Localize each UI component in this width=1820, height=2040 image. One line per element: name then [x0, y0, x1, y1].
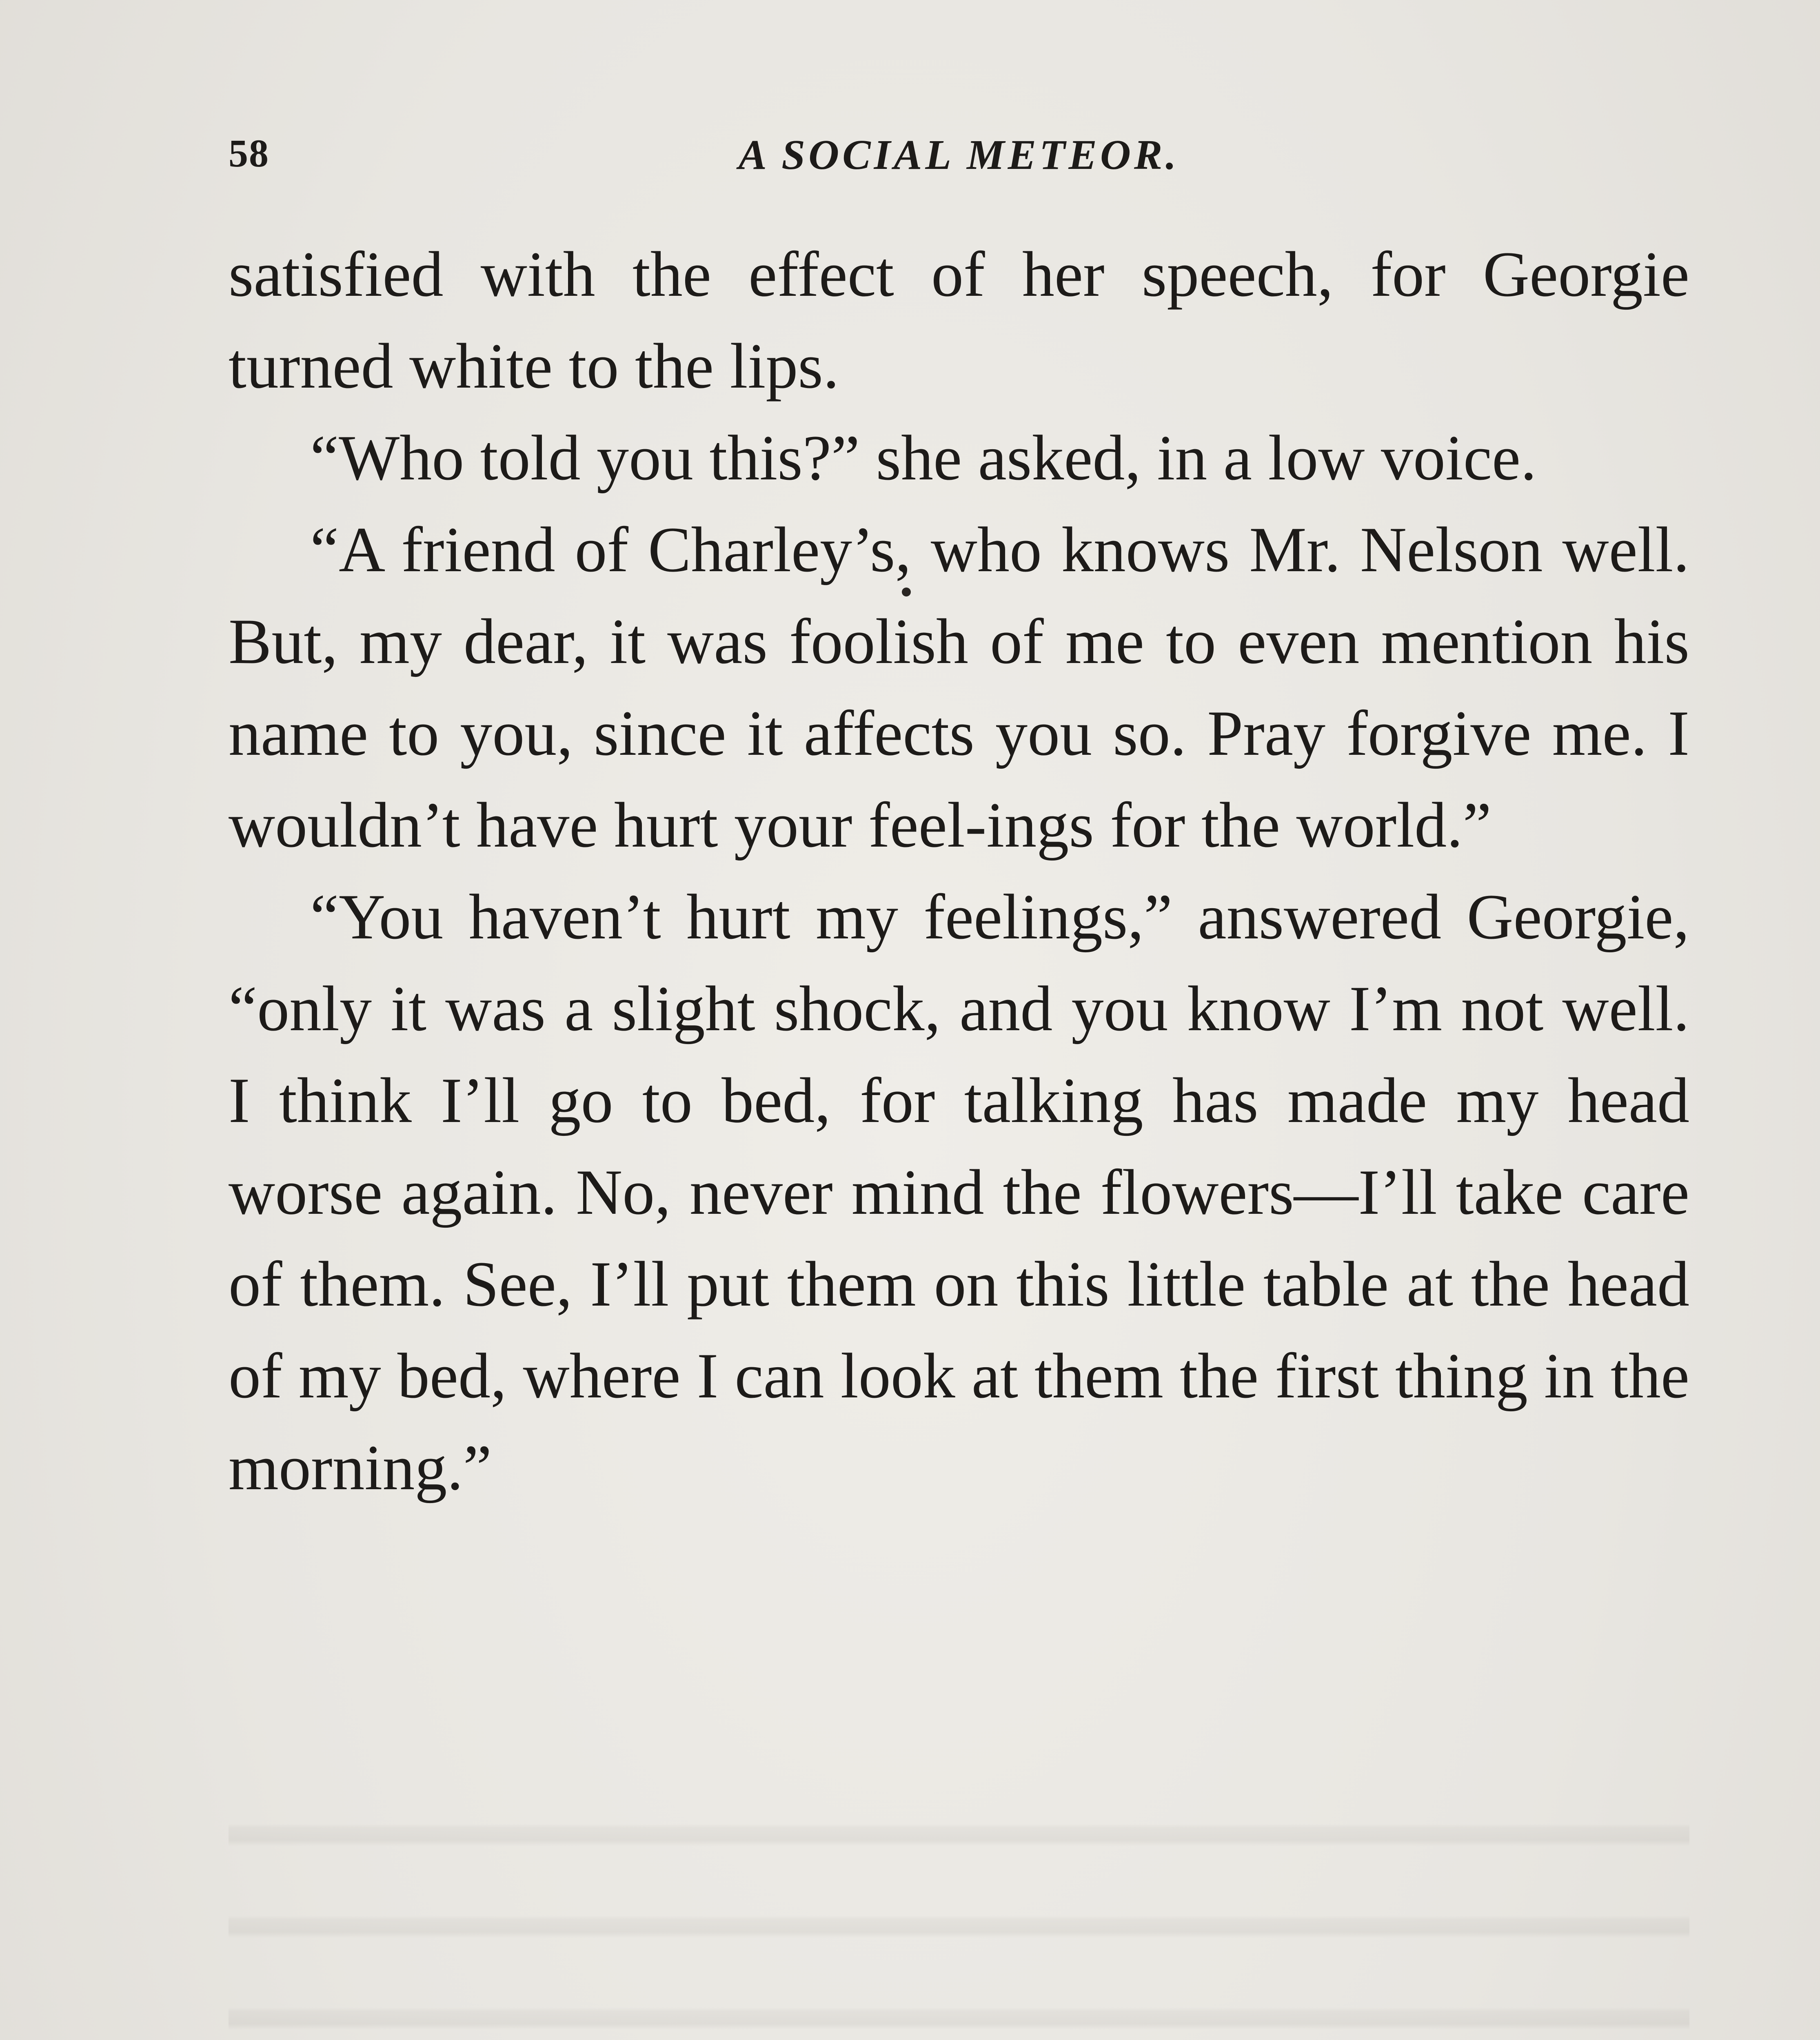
running-title: A SOCIAL METEOR.	[738, 131, 1180, 178]
page-number: 58	[229, 131, 269, 175]
bleed-through-text	[229, 1763, 1689, 2040]
paragraph-2: “Who told you this?” she asked, in a low voice.	[310, 422, 1537, 494]
paragraph-1: satisfied with the effect of her speech, for Georgie turned white to the lips.	[229, 239, 1689, 402]
body-text	[229, 228, 1689, 1514]
paragraph-3: “A friend of Charley’s, who knows Mr. Nelson well. But, my dear, it was foolish of me to even mention his name to you, since it affects you so. Pray forgive me. I wouldn’t have hurt your feel-ings for the world.”	[229, 514, 1689, 861]
page-header	[229, 131, 1689, 188]
paragraph-4: “You haven’t hurt my feelings,” answered Georgie, “only it was a slight shock, and you know I’m not well. I think I’ll go to bed, for talking has made my head worse again. No, never mind the flowers—I’ll take care of them. See, I’ll put them on this little table at the head of my bed, where I can look at them the first thing in the morning.”	[229, 881, 1689, 1503]
paper-speck	[902, 588, 911, 596]
